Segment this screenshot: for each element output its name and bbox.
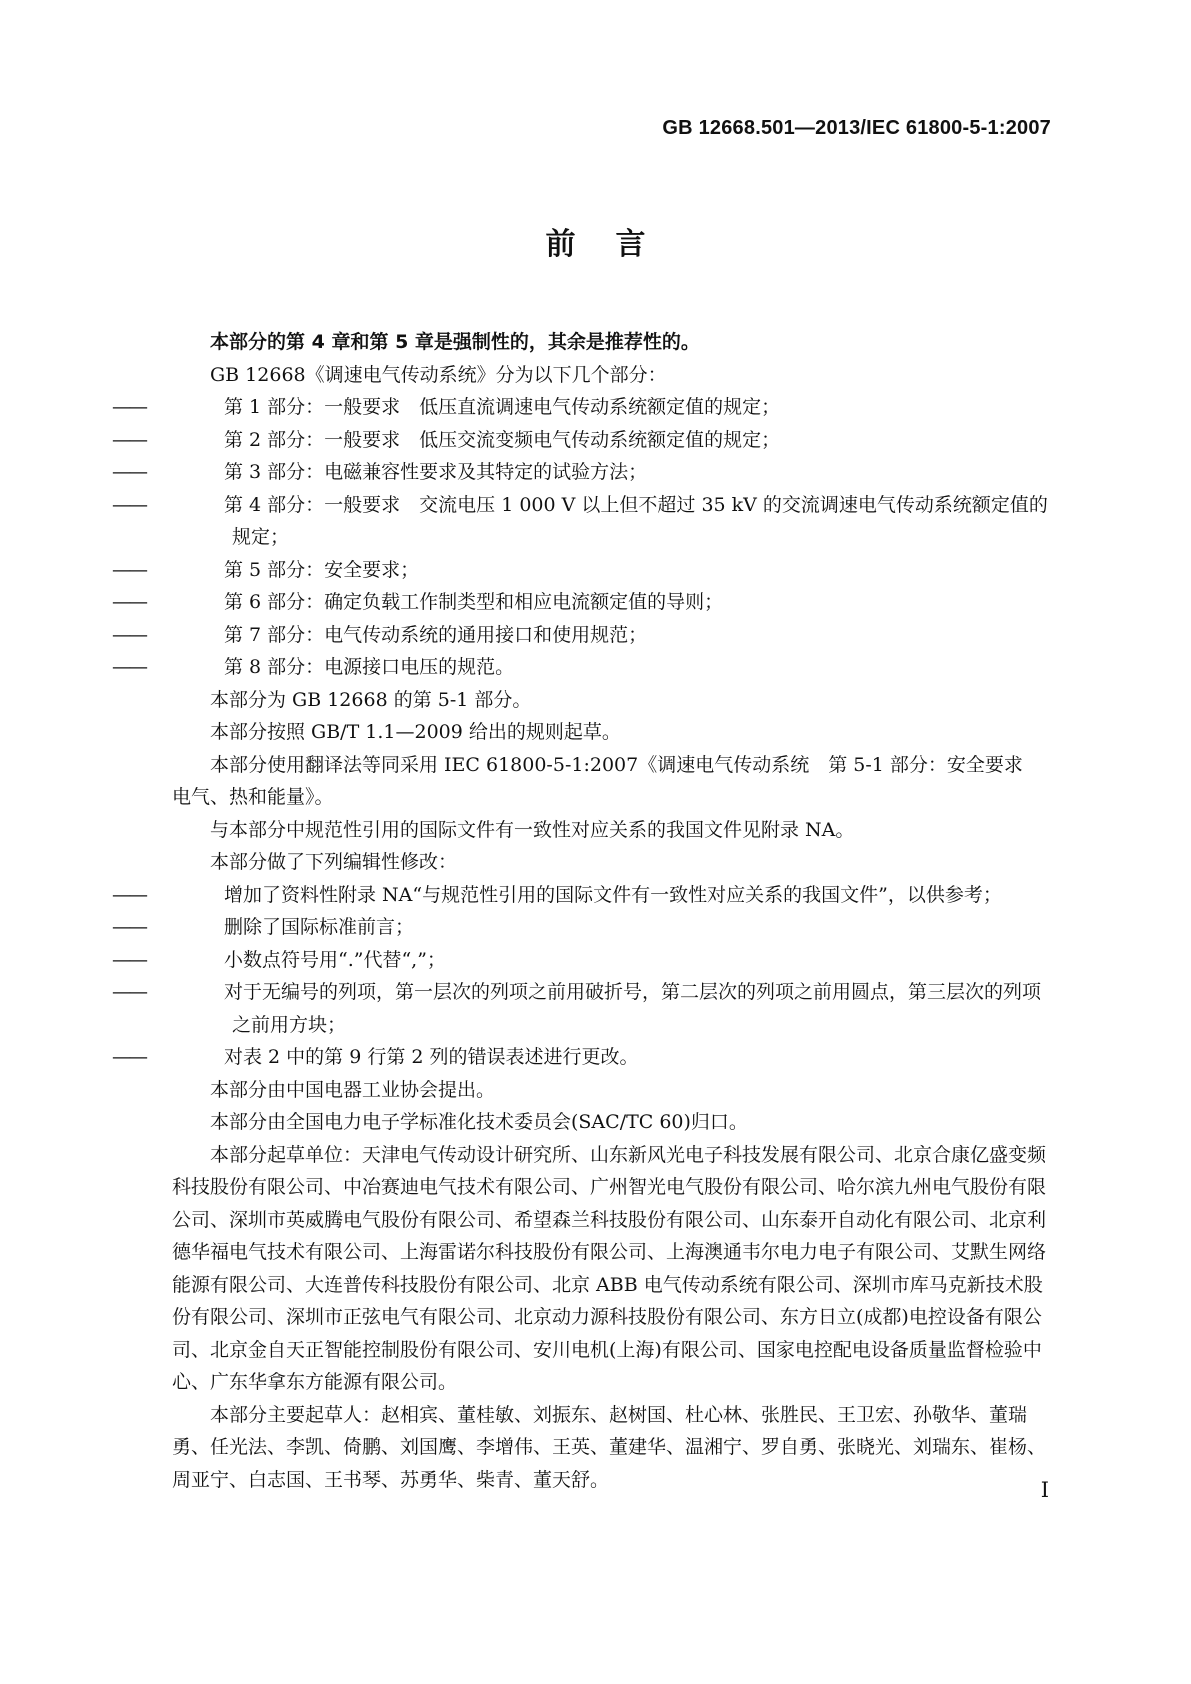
list-item-text: 对于无编号的列项，第一层次的列项之前用破折号，第二层次的列项之前用圆点，第三层次的列项之前用方块；: [224, 981, 1042, 1036]
standard-code: GB 12668.501—2013/IEC 61800-5-1:2007: [662, 117, 1051, 139]
list-item: [112, 554, 1052, 587]
parts-intro: GB 12668《调速电气传动系统》分为以下几个部分：: [210, 363, 667, 386]
list-item-text: 小数点符号用“.”代替“,”；: [224, 948, 446, 971]
dash-marker: ——: [112, 883, 146, 906]
dash-marker: ——: [112, 493, 146, 516]
list-item-text: 删除了国际标准前言；: [224, 916, 415, 938]
list-item: [112, 944, 1052, 977]
list-item-text: 第 8 部分：电源接口电压的规范。: [224, 656, 515, 678]
list-item-text: 第 4 部分：一般要求 交流电压 1 000 V 以上但不超过 35 kV 的交流调速电气传动系统额定值的规定；: [224, 493, 1048, 548]
list-item: [112, 911, 1052, 944]
list-item-text: 增加了资料性附录 NA“与规范性引用的国际文件有一致性对应关系的我国文件”，以供参考；: [224, 883, 1002, 906]
annex-na-statement: 与本部分中规范性引用的国际文件有一致性对应关系的我国文件见附录 NA。: [210, 818, 855, 841]
list-item-text: 第 1 部分：一般要求 低压直流调速电气传动系统额定值的规定；: [224, 396, 781, 418]
list-item-text: 第 3 部分：电磁兼容性要求及其特定的试验方法；: [224, 461, 648, 483]
list-item: [112, 489, 1052, 554]
list-item: [112, 391, 1052, 424]
list-item-text: 第 6 部分：确定负载工作制类型和相应电流额定值的导则；: [224, 591, 724, 613]
page-number: I: [1040, 1478, 1049, 1502]
edits-list: [112, 879, 1052, 1074]
dash-marker: ——: [112, 981, 146, 1003]
dash-marker: ——: [112, 428, 146, 451]
this-part-statement: 本部分为 GB 12668 的第 5-1 部分。: [210, 688, 532, 711]
list-item: [112, 651, 1052, 684]
translation-statement: 本部分使用翻译法等同采用 IEC 61800-5-1:2007《调速电气传动系统 第 5-1 部分：安全要求 电气、热和能量》。: [172, 753, 1042, 808]
list-item: [112, 1041, 1052, 1074]
dash-marker: ——: [112, 916, 146, 938]
committee-statement: 本部分由全国电力电子学标准化技术委员会(SAC/TC 60)归口。: [210, 1111, 748, 1133]
dash-marker: ——: [112, 1046, 146, 1068]
page-title: 前言: [545, 227, 686, 262]
main-drafters-statement: 本部分主要起草人：赵相宾、董桂敏、刘振东、赵树国、杜心林、张胜民、王卫宏、孙敬华、董瑞勇、任光法、李凯、倚鹏、刘国鹰、李增伟、王英、董建华、温湘宁、罗自勇、张晓光、刘瑞东、崔杨、周亚宁、白志国、王书琴、苏勇华、柴青、董天舒。: [172, 1403, 1047, 1491]
dash-marker: ——: [112, 396, 146, 418]
list-item-text: 第 7 部分：电气传动系统的通用接口和使用规范；: [224, 623, 648, 646]
drafting-rules-statement: 本部分按照 GB/T 1.1—2009 给出的规则起草。: [210, 721, 621, 743]
list-item-text: 第 5 部分：安全要求；: [224, 558, 420, 581]
list-item-text: 第 2 部分：一般要求 低压交流变频电气传动系统额定值的规定；: [224, 428, 781, 451]
dash-marker: ——: [112, 623, 146, 646]
list-item: [112, 586, 1052, 619]
dash-marker: ——: [112, 948, 146, 971]
drafting-units-statement: 本部分起草单位：天津电气传动设计研究所、山东新风光电子科技发展有限公司、北京合康亿盛变频科技股份有限公司、中冶赛迪电气技术有限公司、广州智光电气股份有限公司、哈尔滨九州电气股份有限公司、深圳市英威腾电气股份有限公司、希望森兰科技股份有限公司、山东泰开自动化有限公司、北京利德华福电气技术有限公司、上海雷诺尔科技股份有限公司、上海澳通韦尔电力电子有限公司、艾默生网络能源有限公司、大连普传科技股份有限公司、北京 ABB 电气传动系统有限公司、深圳市库马克新技术股份有限公司、深圳市正弦电气有限公司、北京动力源科技股份有限公司、东方日立(成都)电控设备有限公司、北京金自天正智能控制股份有限公司、安川电机(上海)有限公司、国家电控配电设备质量监督检验中心、广东华拿东方能源有限公司。: [172, 1143, 1047, 1393]
parts-list: [112, 391, 1052, 684]
dash-marker: ——: [112, 558, 146, 581]
list-item: [112, 424, 1052, 457]
mandatory-statement: 本部分的第 4 章和第 5 章是强制性的，其余是推荐性的。: [210, 331, 700, 353]
edits-intro: 本部分做了下列编辑性修改：: [210, 851, 458, 873]
dash-marker: ——: [112, 461, 146, 483]
dash-marker: ——: [112, 591, 146, 613]
proposer-statement: 本部分由中国电器工业协会提出。: [210, 1078, 496, 1101]
list-item-text: 对表 2 中的第 9 行第 2 列的错误表述进行更改。: [224, 1046, 639, 1068]
foreword-body: [112, 326, 1052, 1496]
list-item: [112, 976, 1052, 1041]
list-item: [112, 456, 1052, 489]
dash-marker: ——: [112, 656, 146, 678]
list-item: [112, 619, 1052, 652]
list-item: [112, 879, 1052, 912]
